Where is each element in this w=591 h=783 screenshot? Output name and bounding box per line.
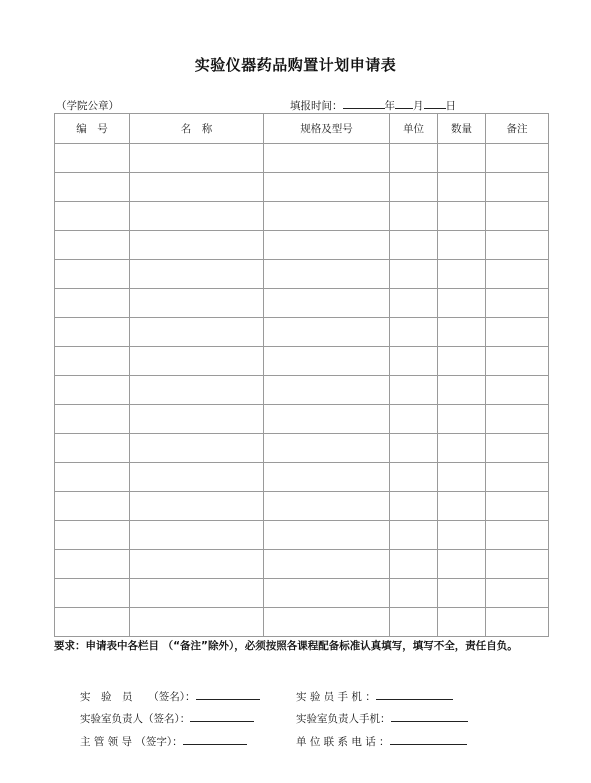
table-cell[interactable] bbox=[130, 260, 264, 289]
unit-phone-label: 单 位 联 系 电 话 ： bbox=[296, 736, 390, 748]
table-row bbox=[55, 405, 549, 434]
table-cell[interactable] bbox=[55, 231, 130, 260]
lab-head-label: 实验室负责人（签名）： bbox=[80, 713, 191, 725]
table-cell[interactable] bbox=[438, 579, 486, 608]
supervisor-label: 主 管 领 导 （签字）： bbox=[80, 736, 183, 748]
lab-staff-label: 实 验 员 （签名）： bbox=[80, 691, 196, 703]
table-cell[interactable] bbox=[264, 231, 390, 260]
table-cell[interactable] bbox=[390, 608, 438, 637]
table-cell[interactable] bbox=[438, 376, 486, 405]
table-cell[interactable] bbox=[264, 289, 390, 318]
table-cell[interactable] bbox=[130, 608, 264, 637]
table-cell[interactable] bbox=[390, 463, 438, 492]
requirement-note: 要求：申请表中各栏目 （“备注”除外），必须按照各课程配备标准认真填写，填写不全，责任自负。 bbox=[54, 640, 518, 652]
table-cell[interactable] bbox=[486, 144, 549, 173]
table-cell[interactable] bbox=[55, 144, 130, 173]
year-label: 年 bbox=[384, 100, 395, 112]
table-cell[interactable] bbox=[130, 521, 264, 550]
table-cell[interactable] bbox=[486, 492, 549, 521]
table-cell[interactable] bbox=[486, 231, 549, 260]
table-cell[interactable] bbox=[264, 347, 390, 376]
table-cell[interactable] bbox=[55, 463, 130, 492]
table-cell[interactable] bbox=[486, 289, 549, 318]
table-cell[interactable] bbox=[264, 463, 390, 492]
table-cell[interactable] bbox=[264, 492, 390, 521]
table-cell[interactable] bbox=[55, 173, 130, 202]
table-cell[interactable] bbox=[264, 579, 390, 608]
header-unit: 单位 bbox=[390, 114, 438, 144]
table-cell[interactable] bbox=[390, 347, 438, 376]
lab-staff-phone-label: 实 验 员 手 机 ： bbox=[296, 691, 376, 703]
table-cell[interactable] bbox=[486, 550, 549, 579]
table-cell[interactable] bbox=[130, 289, 264, 318]
table-cell[interactable] bbox=[130, 492, 264, 521]
table-row bbox=[55, 347, 549, 376]
signature-lab-staff bbox=[80, 689, 260, 704]
table-cell[interactable] bbox=[264, 608, 390, 637]
table-cell[interactable] bbox=[390, 405, 438, 434]
lab-staff-phone-line[interactable] bbox=[376, 689, 453, 700]
lab-head-sign-line[interactable] bbox=[190, 711, 254, 722]
supervisor-sign-line[interactable] bbox=[183, 734, 247, 745]
table-cell[interactable] bbox=[130, 463, 264, 492]
table-cell[interactable] bbox=[130, 144, 264, 173]
table-cell[interactable] bbox=[390, 144, 438, 173]
table-row bbox=[55, 463, 549, 492]
table-cell[interactable] bbox=[130, 376, 264, 405]
table-cell[interactable] bbox=[486, 434, 549, 463]
table-cell[interactable] bbox=[486, 579, 549, 608]
table-cell[interactable] bbox=[264, 202, 390, 231]
table-cell[interactable] bbox=[438, 289, 486, 318]
fill-time-label: 填报时间： bbox=[290, 100, 343, 112]
signature-lab-staff-phone bbox=[296, 689, 453, 704]
table-cell[interactable] bbox=[390, 231, 438, 260]
table-cell[interactable] bbox=[55, 434, 130, 463]
table-cell[interactable] bbox=[438, 463, 486, 492]
table-cell[interactable] bbox=[438, 260, 486, 289]
table-cell[interactable] bbox=[438, 521, 486, 550]
table-cell[interactable] bbox=[486, 318, 549, 347]
table-cell[interactable] bbox=[264, 550, 390, 579]
header-spec-model: 规格及型号 bbox=[264, 114, 390, 144]
table-cell[interactable] bbox=[55, 289, 130, 318]
header-number: 编 号 bbox=[55, 114, 130, 144]
table-row bbox=[55, 492, 549, 521]
table-cell[interactable] bbox=[438, 318, 486, 347]
table-cell[interactable] bbox=[55, 260, 130, 289]
header-quantity: 数量 bbox=[438, 114, 486, 144]
table-row bbox=[55, 550, 549, 579]
signature-supervisor bbox=[80, 734, 247, 749]
table-cell[interactable] bbox=[130, 202, 264, 231]
table-cell[interactable] bbox=[130, 550, 264, 579]
table-cell[interactable] bbox=[438, 202, 486, 231]
table-cell[interactable] bbox=[486, 463, 549, 492]
table-row bbox=[55, 318, 549, 347]
table-cell[interactable] bbox=[55, 579, 130, 608]
table-row bbox=[55, 579, 549, 608]
year-blank[interactable] bbox=[343, 98, 385, 109]
table-row bbox=[55, 202, 549, 231]
table-cell[interactable] bbox=[55, 492, 130, 521]
table-cell[interactable] bbox=[390, 202, 438, 231]
table-cell[interactable] bbox=[390, 289, 438, 318]
table-row bbox=[55, 260, 549, 289]
table-cell[interactable] bbox=[438, 347, 486, 376]
signature-lab-head-phone bbox=[296, 711, 468, 726]
table-cell[interactable] bbox=[438, 231, 486, 260]
table-cell[interactable] bbox=[55, 347, 130, 376]
table-row bbox=[55, 144, 549, 173]
table-row bbox=[55, 173, 549, 202]
college-seal-label: （学院公章） bbox=[56, 100, 119, 112]
table-cell[interactable] bbox=[55, 550, 130, 579]
table-cell[interactable] bbox=[264, 144, 390, 173]
table-row bbox=[55, 231, 549, 260]
table-cell[interactable] bbox=[55, 376, 130, 405]
table-cell[interactable] bbox=[390, 492, 438, 521]
table-cell[interactable] bbox=[130, 405, 264, 434]
day-blank[interactable] bbox=[424, 98, 446, 109]
table-cell[interactable] bbox=[390, 376, 438, 405]
table-row bbox=[55, 608, 549, 637]
table-cell[interactable] bbox=[438, 144, 486, 173]
table-cell[interactable] bbox=[264, 318, 390, 347]
table-cell[interactable] bbox=[264, 376, 390, 405]
table-cell[interactable] bbox=[390, 521, 438, 550]
table-cell[interactable] bbox=[264, 434, 390, 463]
table-cell[interactable] bbox=[438, 550, 486, 579]
table-cell[interactable] bbox=[390, 260, 438, 289]
table-cell[interactable] bbox=[438, 608, 486, 637]
signature-unit-phone bbox=[296, 734, 467, 749]
table-cell[interactable] bbox=[390, 434, 438, 463]
table-cell[interactable] bbox=[264, 405, 390, 434]
request-table bbox=[54, 113, 549, 637]
day-label: 日 bbox=[445, 100, 456, 112]
table-cell[interactable] bbox=[130, 231, 264, 260]
signature-lab-head bbox=[80, 711, 254, 726]
table-cell[interactable] bbox=[130, 347, 264, 376]
header-name: 名 称 bbox=[130, 114, 264, 144]
table-cell[interactable] bbox=[390, 173, 438, 202]
unit-phone-line[interactable] bbox=[390, 734, 467, 745]
table-cell[interactable] bbox=[438, 405, 486, 434]
table-cell[interactable] bbox=[486, 405, 549, 434]
lab-staff-sign-line[interactable] bbox=[196, 689, 260, 700]
fill-time bbox=[290, 98, 456, 113]
form-title: 实验仪器药品购置计划申请表 bbox=[194, 56, 397, 74]
table-cell[interactable] bbox=[264, 521, 390, 550]
table-cell[interactable] bbox=[390, 318, 438, 347]
table-row bbox=[55, 376, 549, 405]
table-cell[interactable] bbox=[130, 173, 264, 202]
table-cell[interactable] bbox=[486, 173, 549, 202]
table-row bbox=[55, 289, 549, 318]
lab-head-phone-line[interactable] bbox=[391, 711, 468, 722]
table-cell[interactable] bbox=[55, 202, 130, 231]
table-cell[interactable] bbox=[390, 550, 438, 579]
table-cell[interactable] bbox=[264, 173, 390, 202]
month-label: 月 bbox=[413, 100, 424, 112]
table-cell[interactable] bbox=[486, 347, 549, 376]
table-cell[interactable] bbox=[438, 173, 486, 202]
table-cell[interactable] bbox=[130, 579, 264, 608]
table-cell[interactable] bbox=[438, 492, 486, 521]
table-cell[interactable] bbox=[486, 202, 549, 231]
table-row bbox=[55, 521, 549, 550]
table-cell[interactable] bbox=[438, 434, 486, 463]
table-cell[interactable] bbox=[486, 521, 549, 550]
lab-head-phone-label: 实验室负责人手机： bbox=[296, 713, 391, 725]
table-header-row bbox=[55, 114, 549, 144]
table-cell[interactable] bbox=[55, 405, 130, 434]
table-row bbox=[55, 434, 549, 463]
header-remarks: 备注 bbox=[486, 114, 549, 144]
table-cell[interactable] bbox=[130, 434, 264, 463]
table-cell[interactable] bbox=[390, 579, 438, 608]
table-cell[interactable] bbox=[55, 318, 130, 347]
table-cell[interactable] bbox=[55, 521, 130, 550]
table-cell[interactable] bbox=[130, 318, 264, 347]
table-cell[interactable] bbox=[264, 260, 390, 289]
table-cell[interactable] bbox=[55, 608, 130, 637]
month-blank[interactable] bbox=[395, 98, 413, 109]
table-cell[interactable] bbox=[486, 376, 549, 405]
table-cell[interactable] bbox=[486, 608, 549, 637]
table-body bbox=[55, 144, 549, 637]
table-cell[interactable] bbox=[486, 260, 549, 289]
